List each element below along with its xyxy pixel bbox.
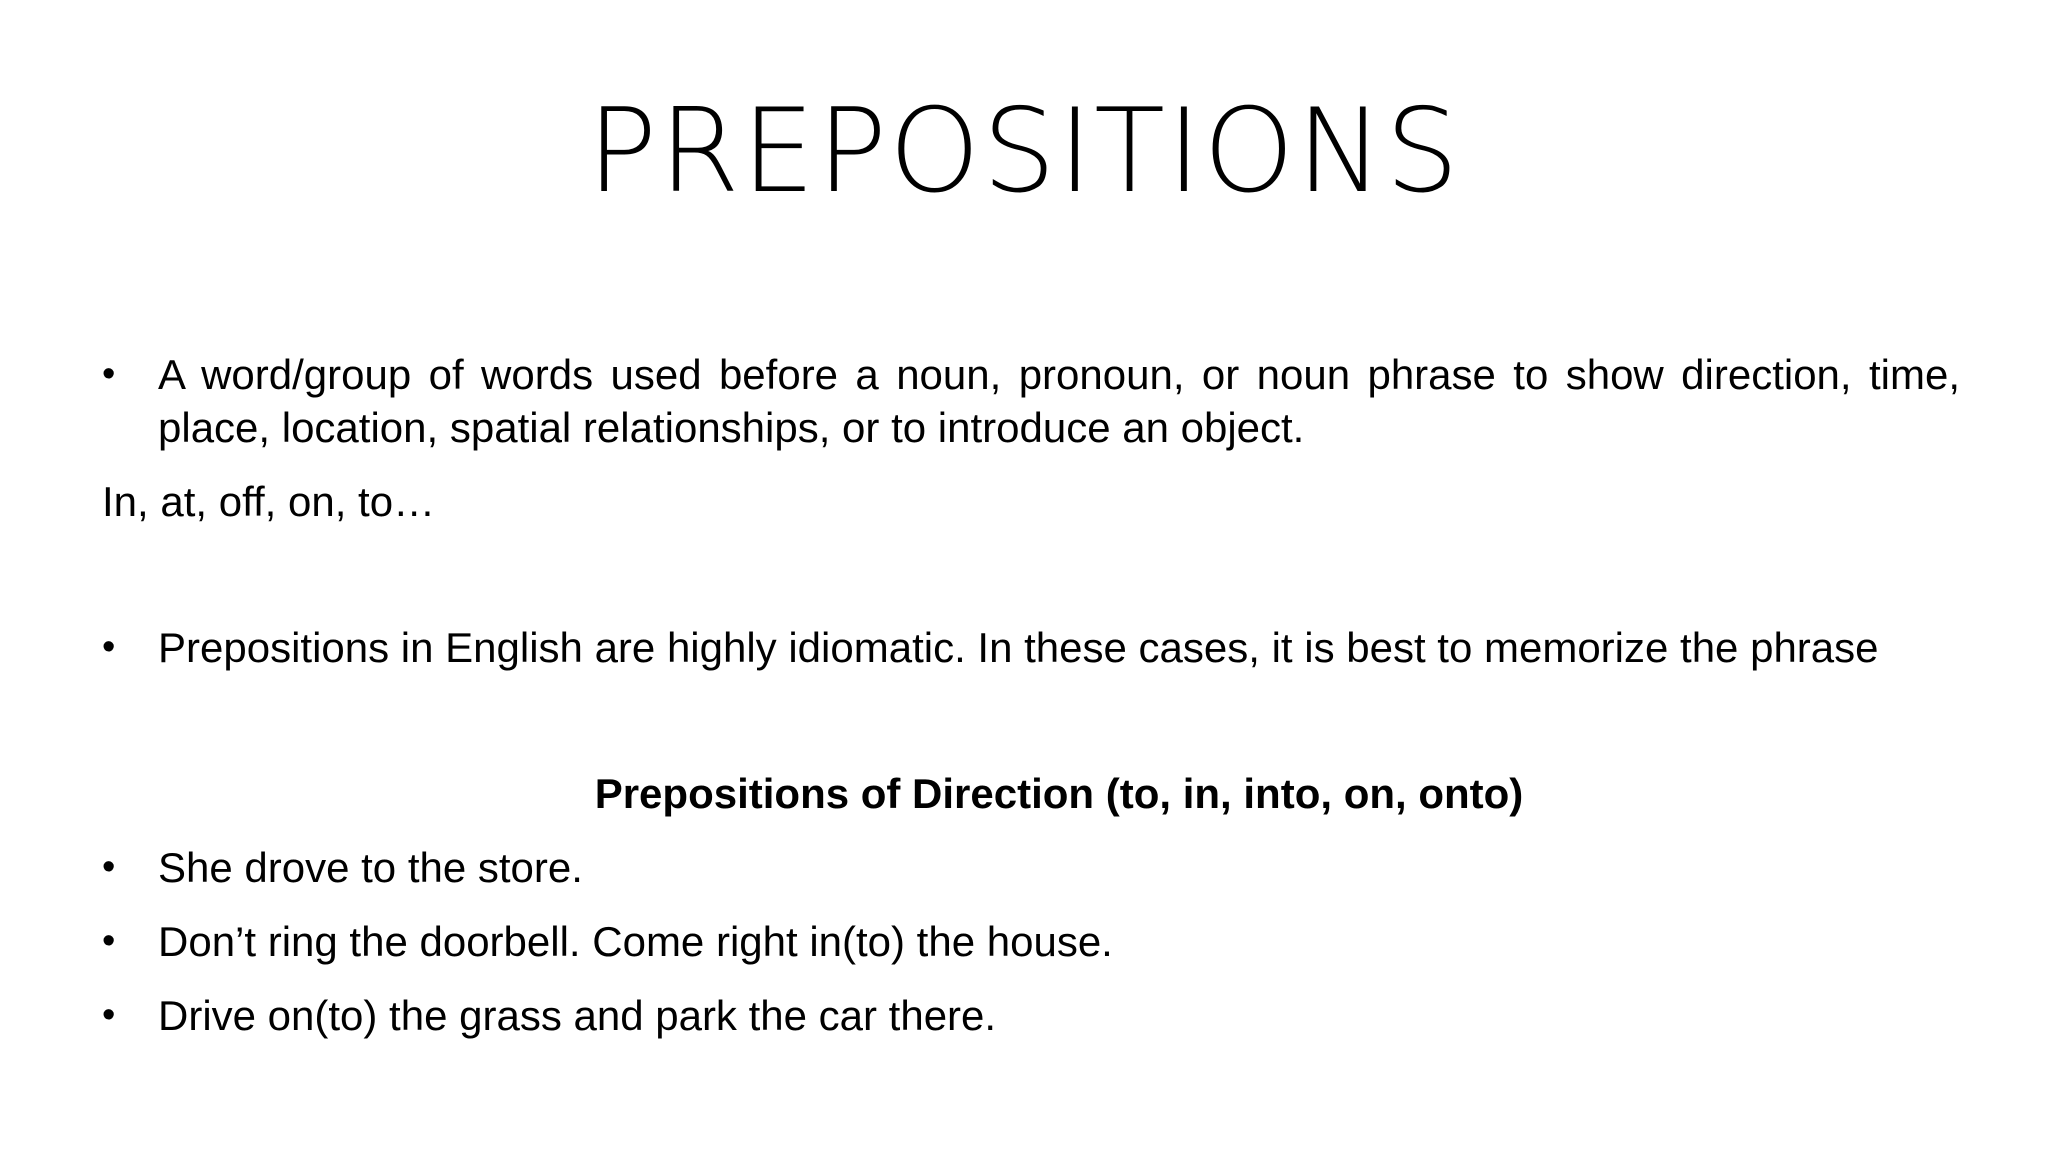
plain-text: In, at, off, on, to… bbox=[102, 478, 436, 525]
slide-body bbox=[102, 348, 1960, 1042]
bullet-definition bbox=[102, 348, 1960, 454]
bullet-text: She drove to the store. bbox=[158, 844, 583, 891]
example-prepositions bbox=[102, 475, 1960, 528]
bullet-example-grass bbox=[102, 989, 1960, 1042]
bullet-icon: • bbox=[102, 846, 116, 888]
heading-text: Prepositions of Direction (to, in, into, on, onto) bbox=[594, 770, 1524, 817]
bullet-idiomatic bbox=[102, 621, 1960, 674]
bullet-example-house bbox=[102, 915, 1960, 968]
bullet-icon: • bbox=[102, 920, 116, 962]
bullet-example-store bbox=[102, 841, 1960, 894]
bullet-icon: • bbox=[102, 994, 116, 1036]
bullet-text: A word/group of words used before a noun, pronoun, or noun phrase to show direction, time, place, location, spatial relationships, or to introduce an object. bbox=[158, 351, 1960, 451]
section-heading-direction bbox=[102, 767, 1960, 820]
bullet-text: Drive on(to) the grass and park the car there. bbox=[158, 992, 997, 1039]
bullet-icon: • bbox=[102, 626, 116, 668]
slide-title: PREPOSITIONS bbox=[587, 84, 1461, 219]
bullet-text: Don’t ring the doorbell. Come right in(to) the house. bbox=[158, 918, 1113, 965]
bullet-text: Prepositions in English are highly idiomatic. In these cases, it is best to memorize the phrase bbox=[158, 624, 1879, 671]
bullet-icon: • bbox=[102, 353, 116, 395]
